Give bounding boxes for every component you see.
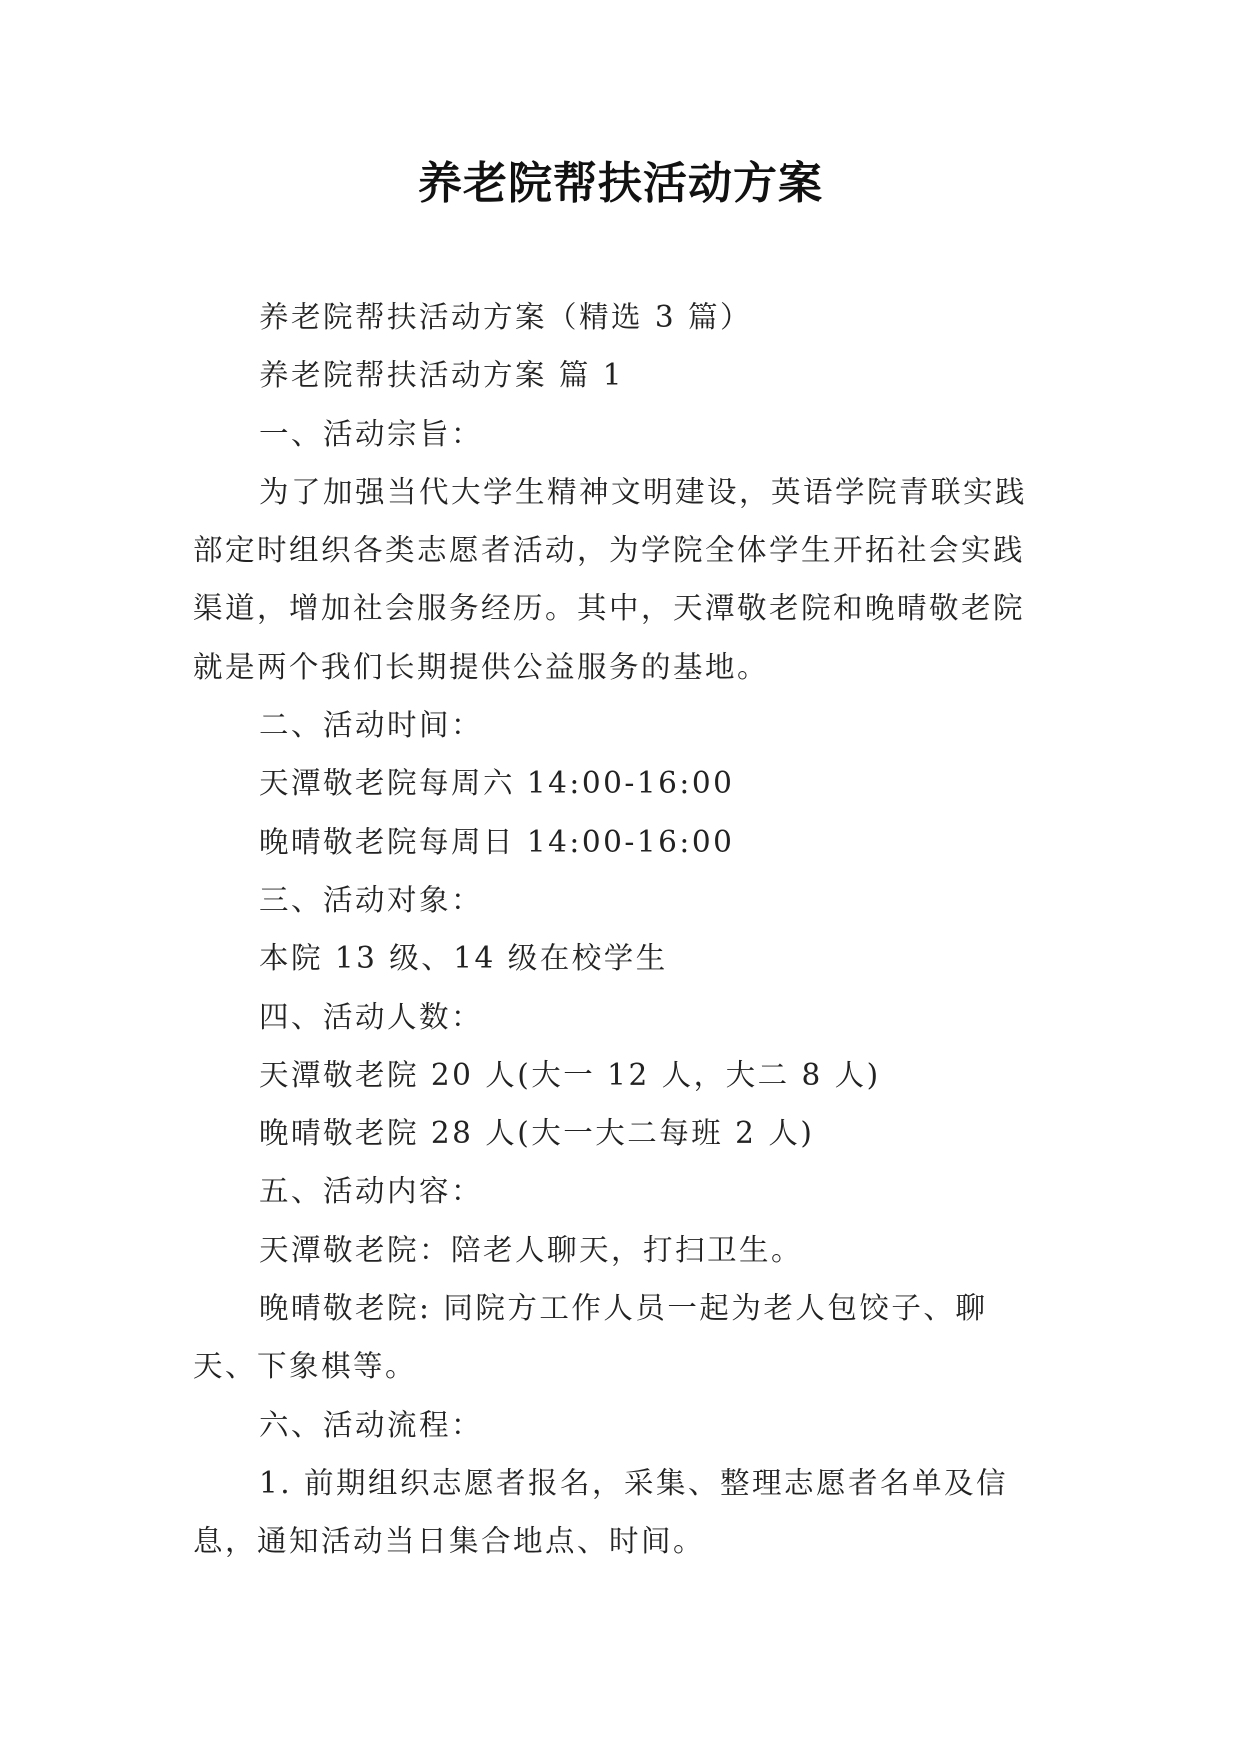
- heading-process: 六、活动流程：: [259, 1407, 484, 1442]
- heading-time: 二、活动时间：: [259, 708, 484, 743]
- time-line-1: 天潭敬老院每周六 14:00-16:00: [259, 766, 735, 801]
- heading-target: 三、活动对象：: [259, 882, 484, 917]
- document-title: 养老院帮扶活动方案: [418, 158, 823, 209]
- subtitle-paragraph: 养老院帮扶活动方案（精选 3 篇）: [259, 300, 753, 334]
- headcount-line-1: 天潭敬老院 20 人(大一 12 人，大二 8 人): [259, 1057, 881, 1092]
- content-line-2: 晚晴敬老院: 同院方工作人员一起为老人包饺子、聊天、下象棋等。: [193, 1291, 988, 1384]
- heading-content: 五、活动内容：: [259, 1174, 484, 1209]
- purpose-paragraph: 为了加强当代大学生精神文明建设，英语学院青联实践部定时组织各类志愿者活动，为学院全体学生开拓社会实践渠道，增加社会服务经历。其中，天潭敬老院和晚晴敬老院就是两个我们长期提供公益服务的基地。: [193, 474, 1028, 684]
- heading-purpose: 一、活动宗旨：: [259, 416, 484, 451]
- process-step-1: 1. 前期组织志愿者报名，采集、整理志愿者名单及信息，通知活动当日集合地点、时间。: [193, 1465, 1009, 1559]
- heading-headcount: 四、活动人数：: [259, 999, 484, 1034]
- section-heading-part-1: 养老院帮扶活动方案 篇 1: [259, 358, 625, 393]
- time-line-2: 晚晴敬老院每周日 14:00-16:00: [259, 824, 735, 859]
- target-line: 本院 13 级、14 级在校学生: [259, 941, 668, 976]
- content-line-1: 天潭敬老院：陪老人聊天，打扫卫生。: [259, 1232, 804, 1267]
- headcount-line-2: 晚晴敬老院 28 人(大一大二每班 2 人): [259, 1116, 815, 1151]
- document-body: [193, 288, 1051, 1571]
